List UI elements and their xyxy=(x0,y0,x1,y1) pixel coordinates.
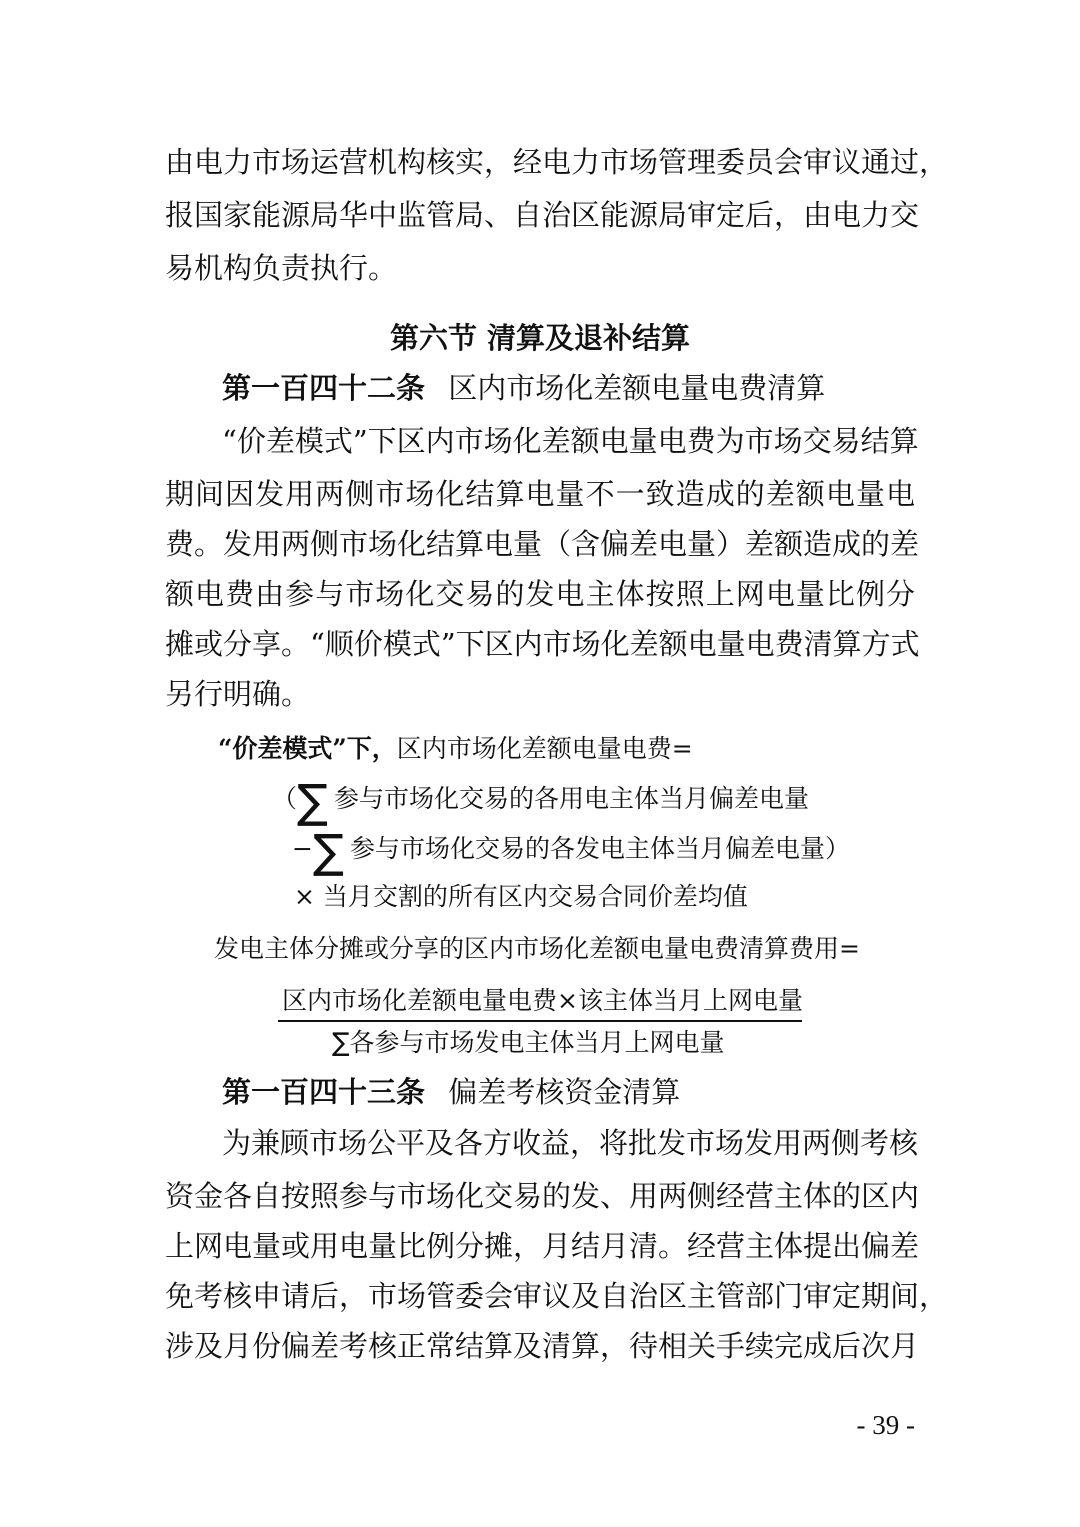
paragraph-line: 摊或分享。“顺价模式”下区内市场化差额电量电费清算方式 xyxy=(165,627,920,661)
paragraph-line: 另行明确。 xyxy=(165,677,311,711)
formula-term-1 xyxy=(272,774,810,828)
article-title: 区内市场化差额电量电费清算 xyxy=(448,371,826,405)
paragraph-line: 为兼顾市场公平及各方收益，将批发市场发用两侧考核 xyxy=(222,1126,919,1160)
paragraph-line: 期间因发用两侧市场化结算电量不一致造成的差额电量电 xyxy=(165,477,915,511)
paragraph-line: 易机构负责执行。 xyxy=(165,251,398,285)
paragraph-line: 免考核申请后，市场管委会审议及自治区主管部门审定期间， xyxy=(165,1279,949,1313)
minus-sign: − xyxy=(292,834,313,863)
fraction-numerator: 区内市场化差额电量电费×该主体当月上网电量 xyxy=(282,986,803,1015)
article-number: 第一百四十二条 xyxy=(222,371,426,405)
formula-label-text: 区内市场化差额电量电费= xyxy=(396,734,693,763)
formula-label-mode: “价差模式”下， xyxy=(218,734,397,763)
paragraph-line: “价差模式”下区内市场化差额电量电费为市场交易结算 xyxy=(222,424,919,458)
article-heading xyxy=(222,368,825,408)
paragraph-line: 报国家能源局华中监管局、自治区能源局审定后，由电力交 xyxy=(165,198,920,232)
formula-term-2 xyxy=(292,824,850,878)
article-number: 第一百四十三条 xyxy=(222,1075,426,1109)
open-paren: （ xyxy=(272,784,298,813)
article-title: 偏差考核资金清算 xyxy=(448,1075,681,1109)
formula-term-text: 参与市场化交易的各发电主体当月偏差电量） xyxy=(349,834,850,863)
paragraph-line: 由电力市场运营机构核实，经电力市场管理委员会审议通过， xyxy=(165,145,949,179)
sigma-symbol: ∑ xyxy=(312,824,344,878)
paragraph-line: 额电费由参与市场化交易的发电主体按照上网电量比例分 xyxy=(165,577,915,611)
sigma-symbol: ∑ xyxy=(332,1028,350,1058)
paragraph-line: 涉及月份偏差考核正常结算及清算，待相关手续完成后次月 xyxy=(165,1329,920,1363)
page-number: - 39 - xyxy=(856,1410,915,1440)
paragraph-line: 费。发用两侧市场化结算电量（含偏差电量）差额造成的差 xyxy=(165,527,920,561)
formula-multiplier: × 当月交割的所有区内交易合同价差均值 xyxy=(294,882,748,911)
fraction-denominator-text: 各参与市场发电主体当月上网电量 xyxy=(349,1028,725,1057)
fraction-bar xyxy=(278,1020,802,1022)
paragraph-line: 资金各自按照参与市场化交易的发、用两侧经营主体的区内 xyxy=(165,1179,920,1213)
formula-term-text: 参与市场化交易的各用电主体当月偏差电量 xyxy=(334,784,810,813)
formula-label: 发电主体分摊或分享的区内市场化差额电量电费清算费用= xyxy=(214,934,860,963)
section-title: 第六节 清算及退补结算 xyxy=(389,321,691,355)
sigma-symbol: ∑ xyxy=(297,774,329,828)
formula-label xyxy=(218,732,693,766)
fraction-denominator xyxy=(332,1026,725,1060)
paragraph-line: 上网电量或用电量比例分摊，月结月清。经营主体提出偏差 xyxy=(165,1229,920,1263)
article-heading xyxy=(222,1072,680,1112)
